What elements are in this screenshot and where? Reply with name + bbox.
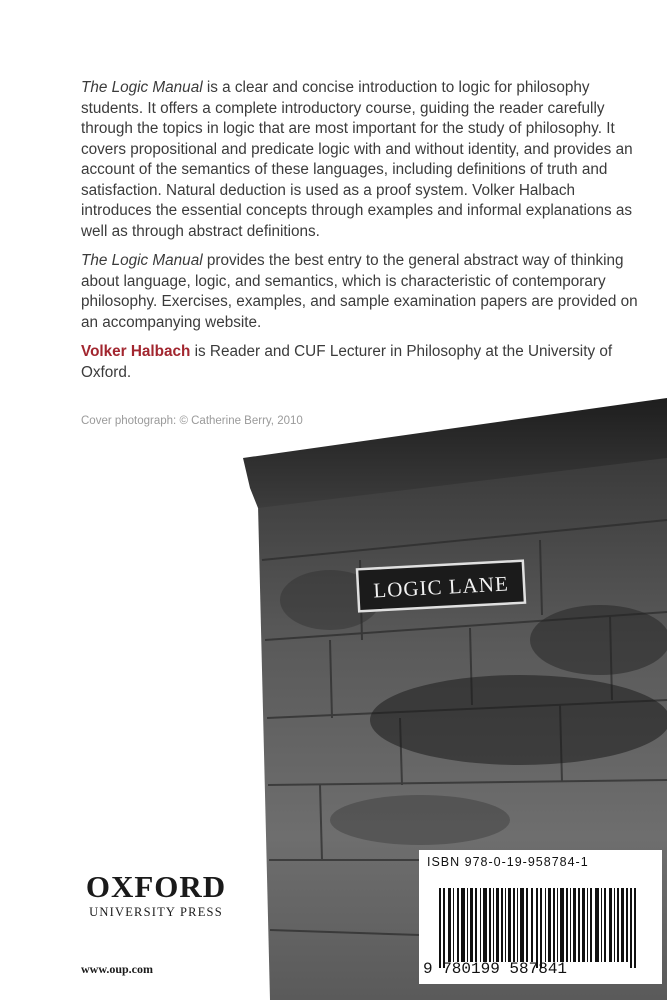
barcode-digits: 9 780199 587841 [423, 960, 568, 978]
author-bio-text: is Reader and CUF Lecturer in Philosophy at the University of Oxford. [81, 343, 613, 381]
book-title-italic: The Logic Manual [81, 252, 203, 269]
publisher-logo [81, 871, 231, 920]
book-title-italic: The Logic Manual [81, 79, 203, 96]
street-sign-text: LOGIC LANE [372, 571, 510, 603]
author-name: Volker Halbach [81, 343, 191, 360]
isbn-label: ISBN 978-0-19-958784-1 [427, 855, 589, 869]
blurb-text-2: provides the best entry to the general abstract way of thinking about language, logic, and semantics, which is characteristic of contemporary philosophy. Exercises, examples, and sample examination papers are provided on an accompanying website. [81, 252, 638, 331]
publisher-website: www.oup.com [81, 962, 154, 976]
publisher-name: OXFORD [85, 869, 227, 904]
publisher-subtitle: UNIVERSITY PRESS [89, 905, 223, 919]
isbn-barcode [419, 850, 662, 984]
photo-credit: Cover photograph: © Catherine Berry, 2010 [81, 415, 303, 427]
blurb-text-1: is a clear and concise introduction to logic for philosophy students. It offers a complete introductory course, guiding the reader carefully through the topics in logic that are most important for the study of philosophy. It covers propositional and predicate logic with and without identity, and provides an account of the semantics of these languages, including definitions of truth and satisfaction. Natural deduction is used as a proof system. Volker Halbach introduces the essential concepts through examples and informal explanations as well as through abstract definitions. [81, 79, 633, 240]
